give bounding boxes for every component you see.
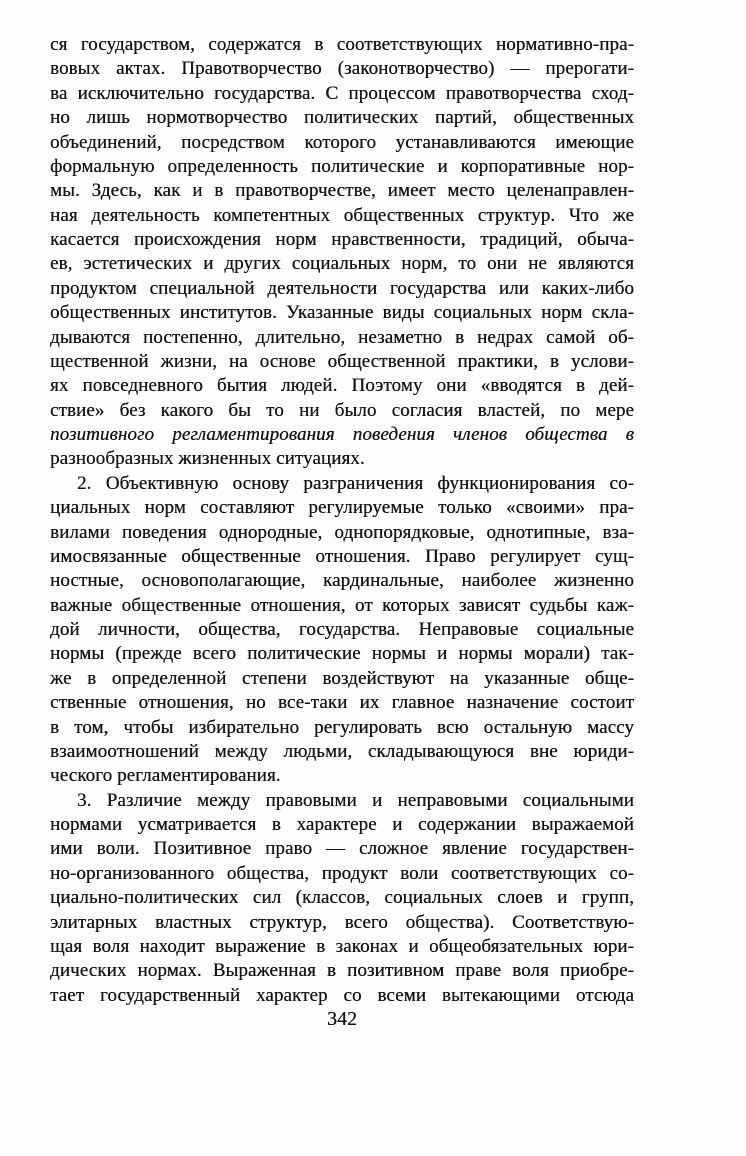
text-line: формальную определенность политические и корпоративные нор-: [50, 155, 634, 177]
text-line: важные общественные отношения, от которых зависят судьбы каж-: [50, 594, 634, 616]
text-line: взаимоотношений между людьми, складывающуюся вне юриди-: [50, 740, 634, 762]
text-line: тает государственный характер со всеми вытекающими отсюда: [50, 984, 634, 1006]
text-line: ся государством, содержатся в соответствующих нормативно-пра-: [50, 34, 634, 55]
text-line: ческого регламентирования.: [50, 765, 281, 787]
page-text: [50, 33, 634, 1008]
text-line: щая воля находит выражение в законах и общеобязательных юри-: [50, 935, 634, 957]
text-line: но-организованного общества, продукт воли соответствующих со-: [50, 862, 634, 884]
text-line: дой личности, общества, государства. Неправовые социальные: [50, 619, 634, 640]
text-line: ими воли. Позитивное право — сложное явление государствен-: [50, 838, 634, 860]
text-line: вилами поведения однородные, однопорядковые, однотипные, вза-: [50, 521, 634, 543]
text-line: элитарных властных структур, всего общества). Соответствую-: [50, 911, 634, 933]
text-line: вовых актах. Правотворчество (законотворчество) — прерогати-: [50, 58, 634, 80]
text-line: но лишь нормотворчество политических партий, общественных: [50, 107, 634, 129]
text-line: дических нормах. Выраженная в позитивном праве воля приобре-: [50, 960, 634, 982]
text-line: мы. Здесь, как и в правотворчестве, имеет место целенаправлен-: [50, 180, 634, 202]
text-line: 3. Различие между правовыми и неправовыми социальными: [77, 789, 634, 811]
text-line: ствие» без какого бы то ни было согласия властей, по мере: [50, 399, 634, 421]
text-line: ях повседневного бытия людей. Поэтому они «вводятся в дей-: [50, 375, 634, 397]
text-line: касается происхождения норм нравственности, традиций, обыча-: [50, 229, 634, 250]
text-line: ностные, основополагающие, кардинальные, наиболее жизненно: [50, 570, 634, 592]
text-line: циальных норм составляют регулируемые только «своими» пра-: [50, 497, 634, 519]
text-line: общественных институтов. Указанные виды социальных норм скла-: [50, 302, 634, 324]
text-line: ственные отношения, но все-таки их главное назначение состоит: [50, 692, 634, 714]
text-line: нормами усматривается в характере и содержании выражаемой: [50, 814, 634, 835]
text-line: щественной жизни, на основе общественной практики, в услови-: [50, 350, 634, 372]
text-line: продуктом специальной деятельности государства или каких-либо: [50, 277, 634, 299]
text-line: нормы (прежде всего политические нормы и нормы морали) так-: [50, 643, 634, 665]
page-number: 342: [327, 1008, 357, 1030]
text-line: циально-политических сил (классов, социальных слоев и групп,: [50, 887, 634, 909]
text-line: ва исключительно государства. С процессом правотворчества сход-: [50, 82, 634, 104]
text-line: ная деятельность компетентных общественных структур. Что же: [50, 204, 634, 226]
text-line: объединений, посредством которого устанавливаются имеющие: [50, 131, 634, 153]
text-line: в том, чтобы избирательно регулировать всю остальную массу: [50, 716, 634, 738]
text-line: разнообразных жизненных ситуациях.: [50, 448, 365, 470]
text-line: 2. Объективную основу разграничения функционирования со-: [77, 472, 634, 494]
text-line: позитивного регламентирования поведения членов общества в: [50, 424, 634, 445]
text-line: имосвязанные общественные отношения. Право регулирует сущ-: [50, 545, 634, 567]
text-line: ев, эстетических и других социальных норм, то они не являются: [50, 253, 634, 275]
text-line: же в определенной степени воздействуют на указанные обще-: [50, 667, 634, 689]
text-line: дываются постепенно, длительно, незаметно в недрах самой об-: [50, 326, 634, 348]
